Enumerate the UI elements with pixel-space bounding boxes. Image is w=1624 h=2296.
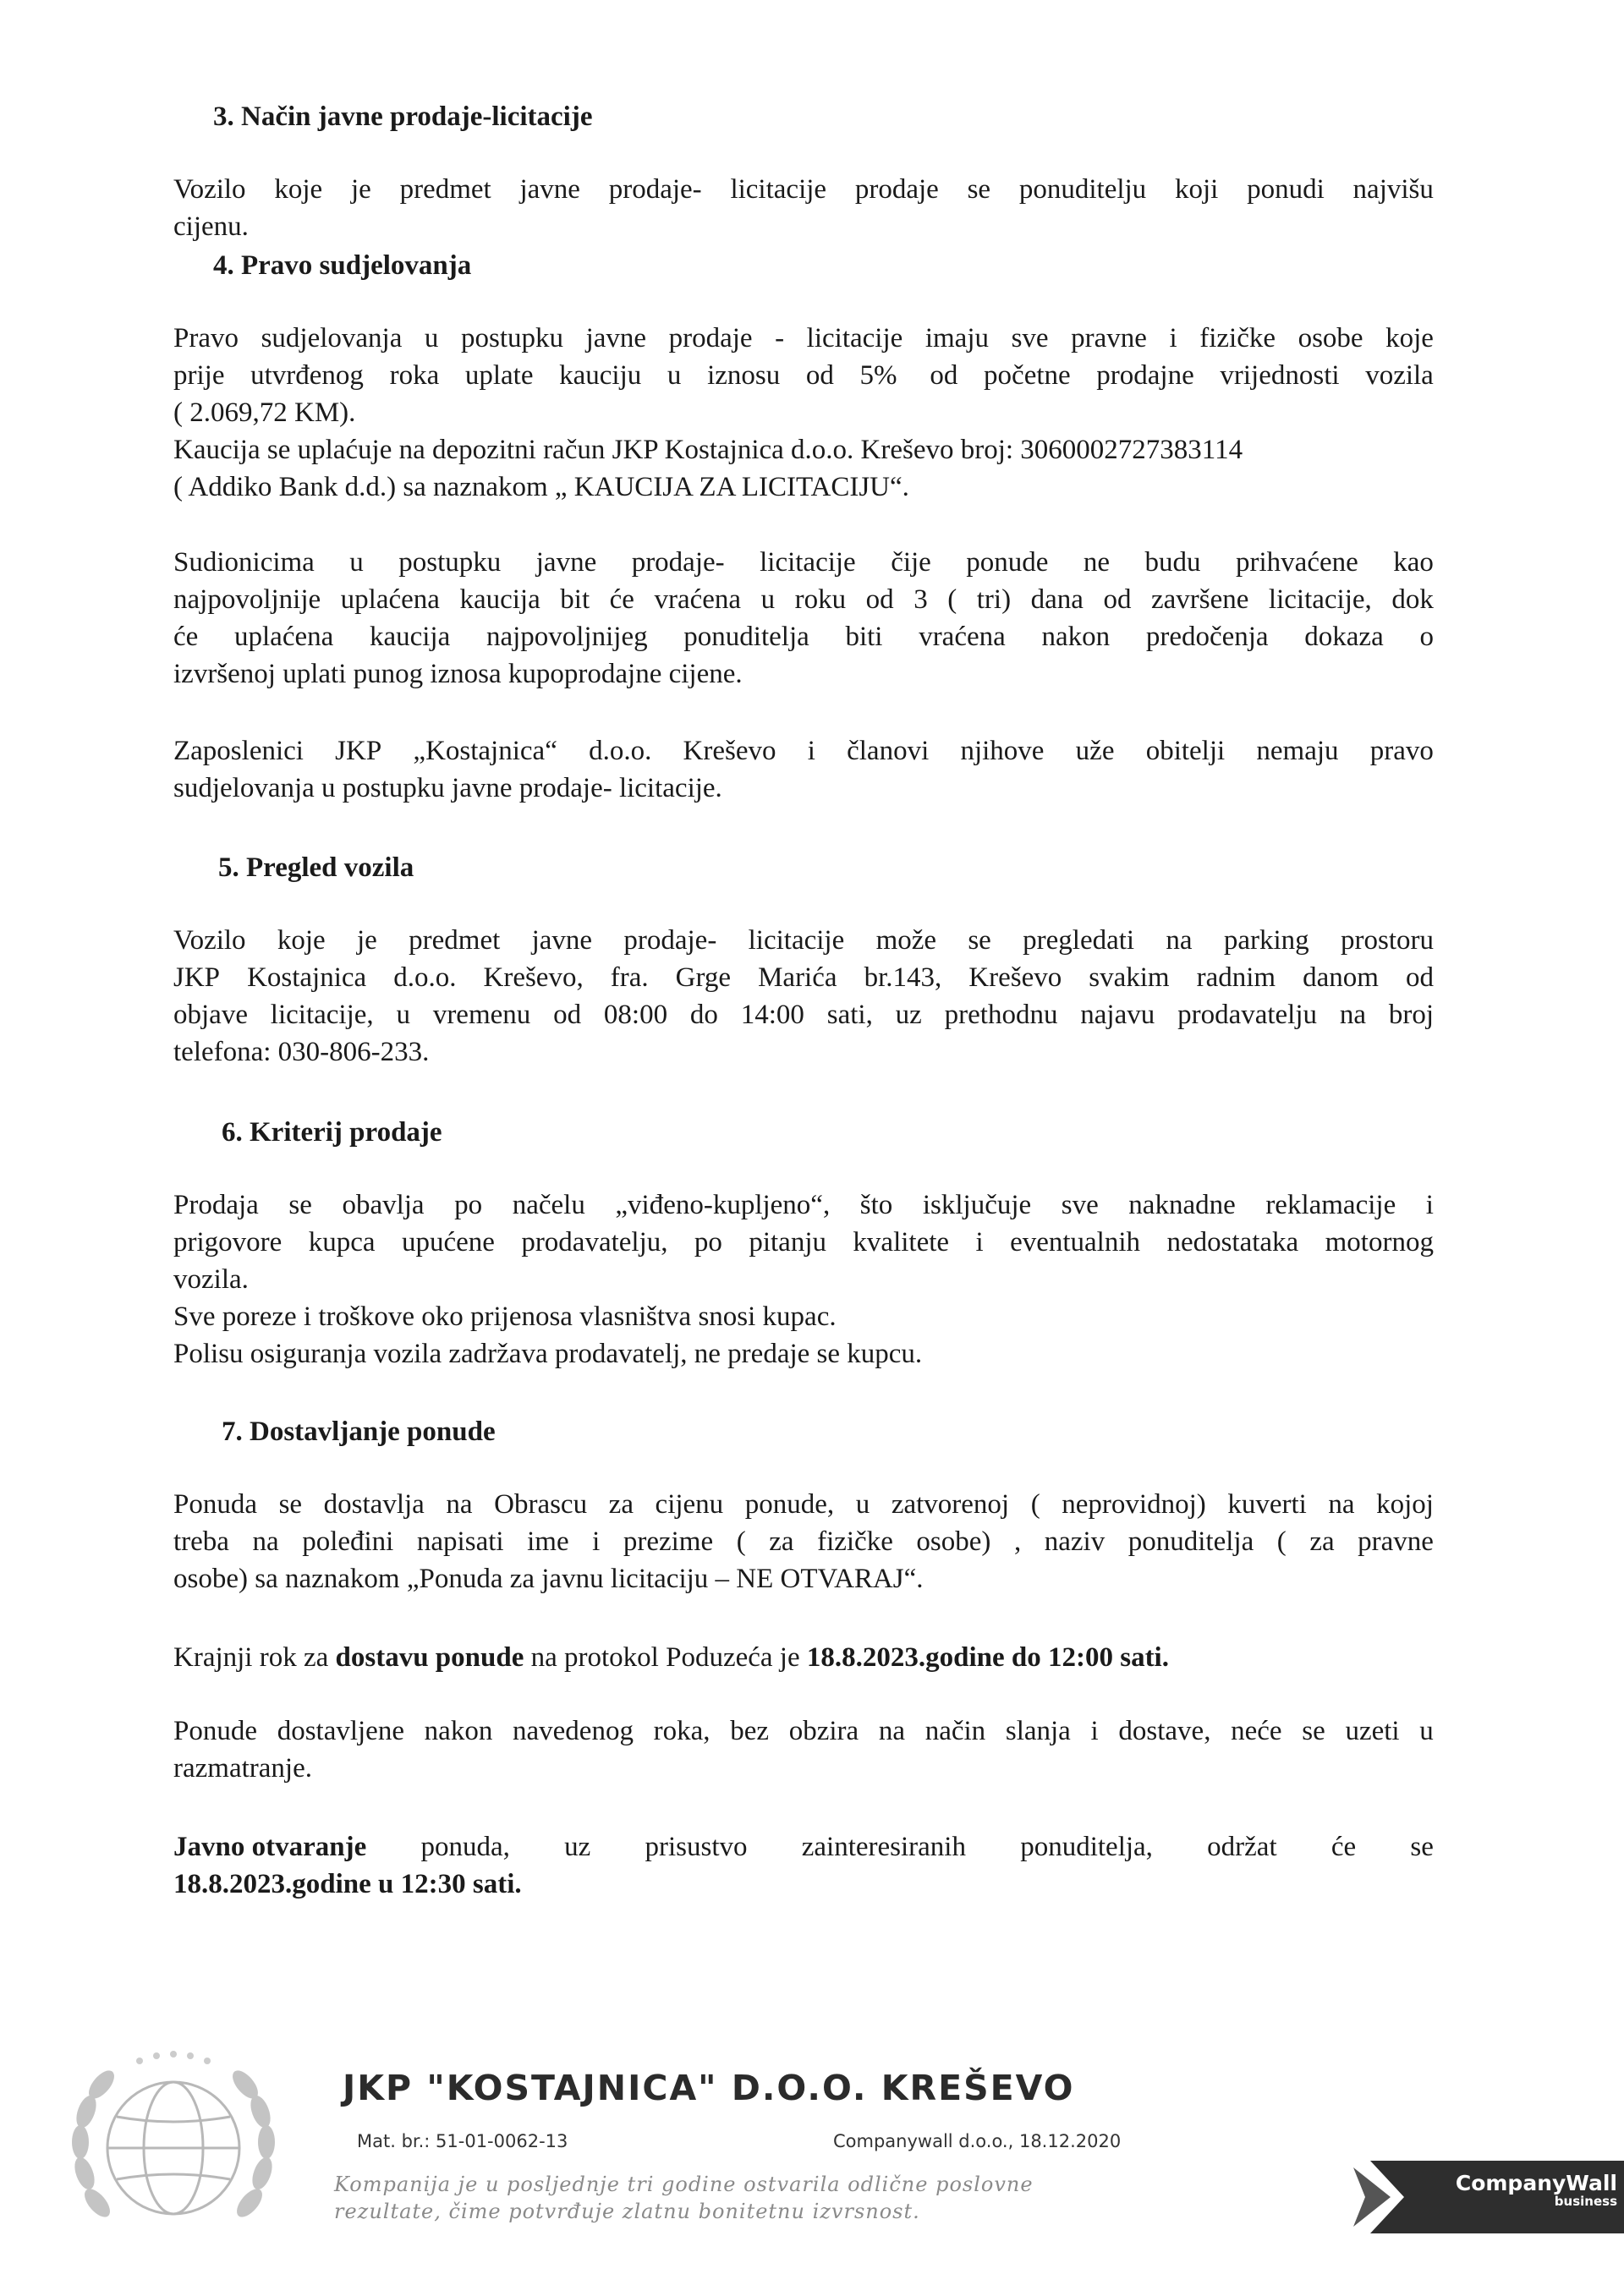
word: najpovoljnije: [173, 584, 321, 615]
word: kaucija: [369, 622, 451, 652]
text-line: osobe) sa naznakom „Ponuda za javnu licitaciju – NE OTVARAJ“.: [173, 1564, 924, 1594]
word: broj: [1388, 1000, 1434, 1030]
word: koji: [1174, 174, 1219, 205]
word: se: [288, 1190, 312, 1220]
word: Grge: [675, 962, 732, 993]
word: naknadne: [1128, 1190, 1236, 1220]
word: kaucija: [459, 584, 540, 615]
word: po: [694, 1227, 722, 1258]
text-line: [173, 959, 1434, 996]
word: poleđini: [302, 1526, 394, 1557]
word: od: [865, 584, 894, 615]
text-line: [173, 732, 1434, 770]
word: naziv: [1044, 1526, 1106, 1557]
word: od: [1103, 584, 1132, 615]
text-line: razmatranje.: [173, 1753, 312, 1784]
word: će: [609, 584, 634, 615]
deadline-mid: na protokol Poduzeća je: [524, 1642, 807, 1673]
word: na: [1328, 1489, 1355, 1520]
word: JKP: [335, 736, 382, 766]
word: na: [1166, 925, 1193, 956]
word: obzira: [788, 1716, 859, 1746]
section-7-paragraph-3: [173, 1712, 1434, 1787]
word: prigovore: [173, 1227, 283, 1258]
text-line: [173, 1639, 1434, 1676]
word: na: [1339, 1000, 1366, 1030]
word: javne: [519, 174, 580, 205]
word: kojoj: [1376, 1489, 1434, 1520]
text-line: [173, 1712, 1434, 1750]
word: je: [350, 174, 371, 205]
word: prodavatelju,: [521, 1227, 668, 1258]
word: najpovoljnijeg: [486, 622, 648, 652]
word: parking: [1223, 925, 1309, 956]
word: nemaju: [1256, 736, 1339, 766]
word: pravo: [1369, 736, 1434, 766]
word: ime: [527, 1526, 569, 1557]
text-line: [173, 581, 1434, 618]
word: koje: [1385, 323, 1434, 353]
word: postupku: [398, 547, 502, 578]
word: Pravo: [173, 323, 239, 353]
word: dokaza: [1304, 622, 1384, 652]
word: uplaćena: [234, 622, 334, 652]
badge-name: CompanyWall: [1455, 2171, 1617, 2195]
word: postupku: [460, 323, 563, 353]
text-line: [173, 1828, 1434, 1866]
word: d.o.o.: [393, 962, 457, 993]
word: ponuditelju: [1018, 174, 1147, 205]
word: prodaje-: [608, 174, 702, 205]
word: vraćena: [919, 622, 1006, 652]
word: njihove: [960, 736, 1045, 766]
word: -: [775, 323, 785, 353]
deadline-pre: Krajnji rok za: [173, 1642, 336, 1673]
word: u: [667, 360, 682, 391]
word: po: [454, 1190, 483, 1220]
word: na: [446, 1489, 473, 1520]
text-line: sudjelovanja u postupku javne prodaje- licitacije.: [173, 773, 722, 803]
company-footer: [51, 2034, 1624, 2262]
word: na: [252, 1526, 279, 1557]
word: prodaje: [668, 323, 753, 353]
word: kao: [1393, 547, 1434, 578]
word: licitacije: [748, 925, 845, 956]
word: (: [1276, 1526, 1287, 1557]
word: u: [396, 1000, 410, 1030]
section-6-paragraph: [173, 1186, 1434, 1373]
word: sati,: [826, 1000, 873, 1030]
text-line: [173, 922, 1434, 959]
word: načelu: [512, 1190, 585, 1220]
section-4-paragraph-3: [173, 732, 1434, 807]
text-line: [173, 1866, 1434, 1903]
word: radnim: [1196, 962, 1276, 993]
badge-sub: business: [1554, 2194, 1617, 2209]
word: dostave,: [1118, 1716, 1211, 1746]
word: eventualnih: [1010, 1227, 1141, 1258]
word: Prodaja: [173, 1190, 259, 1220]
word: Obrascu: [494, 1489, 588, 1520]
word: reklamacije: [1265, 1190, 1396, 1220]
word: ponudi: [1247, 174, 1325, 205]
section-7-paragraph-1: [173, 1486, 1434, 1597]
word: uplaćena: [340, 584, 440, 615]
word: nakon: [1041, 622, 1111, 652]
word: na: [878, 1716, 906, 1746]
word: najavu: [1080, 1000, 1155, 1030]
word: treba: [173, 1526, 229, 1557]
word: zainteresiranih: [801, 1832, 966, 1862]
word: fizičke: [1199, 323, 1276, 353]
word: bez: [730, 1716, 770, 1746]
word: koje: [274, 174, 323, 205]
word: ponuditelja: [1127, 1526, 1254, 1557]
word: neprovidnoj): [1062, 1489, 1206, 1520]
word: navedenog: [513, 1716, 634, 1746]
word: licitacije,: [1268, 584, 1372, 615]
text-line: [173, 544, 1434, 581]
word: uplate: [464, 360, 534, 391]
word: Marića: [758, 962, 837, 993]
word: održat: [1207, 1832, 1277, 1862]
section-6-heading: 6. Kriterij prodaje: [222, 1117, 442, 1148]
word: fra.: [610, 962, 649, 993]
word: u: [424, 323, 439, 353]
word: sve: [1011, 323, 1049, 353]
word: roka: [389, 360, 440, 391]
word: javne: [585, 323, 647, 353]
section-4-heading: 4. Pravo sudjelovanja: [213, 250, 472, 281]
word: licitacije: [806, 323, 903, 353]
word: licitacije: [760, 547, 856, 578]
word: 3: [914, 584, 928, 615]
word: pregledati: [1023, 925, 1135, 956]
word: i: [975, 1227, 984, 1258]
word: Ponude: [173, 1716, 257, 1746]
word: do: [689, 1000, 718, 1030]
word: se: [1302, 1716, 1325, 1746]
word: od: [1406, 962, 1434, 993]
section-7-heading: 7. Dostavljanje ponude: [222, 1417, 496, 1447]
word: u: [1419, 1716, 1434, 1746]
word: fizičke: [817, 1526, 893, 1557]
word: 08:00: [603, 1000, 668, 1030]
word: javne: [531, 925, 593, 956]
text-line: izvršenoj uplati punog iznosa kupoprodajne cijene.: [173, 659, 743, 689]
award-slogan: [334, 2171, 1248, 2225]
word: budu: [1144, 547, 1201, 578]
section-7-opening: [173, 1828, 1434, 1903]
word: predmet: [409, 925, 501, 956]
text-line: [173, 1486, 1434, 1523]
word: završene: [1150, 584, 1249, 615]
word: „Kostajnica“: [413, 736, 557, 766]
word: Kostajnica: [247, 962, 367, 993]
word: prodaje-: [623, 925, 717, 956]
word: ne: [1083, 547, 1111, 578]
text-line: [173, 618, 1434, 655]
section-4-paragraph-1: [173, 320, 1434, 506]
word: roka,: [653, 1716, 710, 1746]
word: kvalitete: [853, 1227, 950, 1258]
word: članovi: [847, 736, 930, 766]
word: neće: [1231, 1716, 1282, 1746]
word: može: [875, 925, 937, 956]
section-4-paragraph-2: [173, 544, 1434, 693]
word: 14:00: [740, 1000, 804, 1030]
word: za: [608, 1489, 634, 1520]
word: ponuda,: [420, 1832, 510, 1862]
word: u: [349, 547, 364, 578]
word: Zaposlenici: [173, 736, 304, 766]
word: koje: [277, 925, 326, 956]
word: cijenu: [655, 1489, 724, 1520]
word: najvišu: [1352, 174, 1434, 205]
word: licitacije,: [270, 1000, 374, 1030]
word: o: [1419, 622, 1434, 652]
word: će: [1330, 1832, 1357, 1862]
word: licitacije: [730, 174, 827, 205]
word: tri): [976, 584, 1012, 615]
word: prezime: [623, 1526, 714, 1557]
word: se: [968, 925, 991, 956]
deadline-bold-2: 18.8.2023.godine do 12:00 sati.: [806, 1642, 1169, 1673]
word: prodavatelju: [1177, 1000, 1318, 1030]
word: Kreševo: [683, 736, 776, 766]
opening-bold-start: Javno otvaranje: [173, 1832, 367, 1862]
word: se: [967, 174, 991, 205]
word: Vozilo: [173, 925, 246, 956]
word: nakon: [424, 1716, 493, 1746]
word: pravne: [1071, 323, 1147, 353]
word: dostavlja: [323, 1489, 425, 1520]
word: 5%: [859, 360, 904, 391]
word: u: [855, 1489, 870, 1520]
section-3-paragraph: [173, 171, 1434, 245]
section-5-paragraph: [173, 922, 1434, 1071]
word: se: [278, 1489, 303, 1520]
word: predočenja: [1145, 622, 1269, 652]
laurel-globe-seal-icon: [51, 2042, 296, 2254]
word: ,: [1013, 1526, 1022, 1557]
word: čije: [891, 547, 931, 578]
text-line: Polisu osiguranja vozila zadržava prodavatelj, ne predaje se kupcu.: [173, 1339, 923, 1369]
company-name: JKP "KOSTAJNICA" D.O.O. KREŠEVO: [343, 2068, 1075, 2108]
word: i: [592, 1526, 601, 1557]
companywall-date: Companywall d.o.o., 18.12.2020: [833, 2131, 1122, 2151]
word: Kreševo: [968, 962, 1062, 993]
text-line: [173, 320, 1434, 357]
word: dok: [1391, 584, 1434, 615]
text-line: [173, 996, 1434, 1033]
text-line: [173, 1186, 1434, 1224]
word: prodajne: [1096, 360, 1194, 391]
text-line: [173, 357, 1434, 394]
text-line: ( Addiko Bank d.d.) sa naznakom „ KAUCIJA ZA LICITACIJU“.: [173, 472, 909, 502]
word: obavlja: [342, 1190, 425, 1220]
text-line: Sve poreze i troškove oko prijenosa vlasništva snosi kupac.: [173, 1301, 837, 1332]
word: ponuditelja,: [1020, 1832, 1153, 1862]
word: utvrđenog: [250, 360, 364, 391]
deadline-bold-1: dostavu ponude: [335, 1642, 524, 1673]
word: prethodnu: [944, 1000, 1058, 1030]
text-line: cijenu.: [173, 211, 249, 242]
word: Ponuda: [173, 1489, 257, 1520]
word: će: [173, 622, 199, 652]
word: slanja: [1005, 1716, 1071, 1746]
word: uže: [1075, 736, 1115, 766]
word: prostoru: [1341, 925, 1434, 956]
word: vremenu: [432, 1000, 531, 1030]
word: „viđeno-kupljeno“,: [615, 1190, 831, 1220]
word: od: [930, 360, 958, 391]
word: br.143,: [864, 962, 942, 993]
word: početne: [984, 360, 1071, 391]
word: uzeti: [1345, 1716, 1400, 1746]
word: kuverti: [1227, 1489, 1307, 1520]
registration-number: Mat. br.: 51-01-0062-13: [357, 2131, 568, 2151]
word: uz: [895, 1000, 922, 1030]
word: prodaje-: [631, 547, 725, 578]
word: prodaje: [854, 174, 939, 205]
word: Sudionicima: [173, 547, 315, 578]
word: za: [769, 1526, 794, 1557]
word: dana: [1030, 584, 1084, 615]
word: sve: [1061, 1190, 1099, 1220]
word: dostavljene: [277, 1716, 404, 1746]
slogan-line-1: Kompanija je u posljednje tri godine ostvarila odlične poslovne: [334, 2173, 1034, 2196]
word: osobe: [1298, 323, 1363, 353]
word: svakim: [1089, 962, 1170, 993]
opening-bold-end: 18.8.2023.godine u 12:30 sati.: [173, 1869, 522, 1899]
word: od: [805, 360, 834, 391]
word: d.o.o.: [589, 736, 652, 766]
word: pravne: [1358, 1526, 1434, 1557]
text-line: telefona: 030-806-233.: [173, 1037, 430, 1067]
word: u: [760, 584, 776, 615]
word: i: [1090, 1716, 1099, 1746]
text-line: [173, 1224, 1434, 1261]
word: napisati: [416, 1526, 504, 1557]
word: kupca: [308, 1227, 376, 1258]
word: se: [1410, 1832, 1434, 1862]
text-line: Kaucija se uplaćuje na depozitni račun JKP Kostajnica d.o.o. Kreševo broj: 3060002727383114: [173, 435, 1243, 465]
word: osobe): [916, 1526, 991, 1557]
word: i: [1169, 323, 1177, 353]
text-line: [173, 171, 1434, 208]
word: Kreševo,: [483, 962, 584, 993]
word: Vozilo: [173, 174, 246, 205]
section-5-heading: 5. Pregled vozila: [218, 852, 414, 883]
word: vozila: [1365, 360, 1434, 391]
word: isključuje: [922, 1190, 1032, 1220]
word: uz: [564, 1832, 591, 1862]
companywall-badge-label: [1414, 2171, 1617, 2209]
word: JKP: [173, 962, 221, 993]
word: imaju: [924, 323, 989, 353]
word: kauciju: [559, 360, 642, 391]
word: biti: [845, 622, 883, 652]
word: motornog: [1325, 1227, 1434, 1258]
word: (: [947, 584, 957, 615]
section-3-heading: 3. Način javne prodaje-licitacije: [213, 101, 593, 132]
slogan-line-2: rezultate, čime potvrđuje zlatnu bonitetnu izvrsnost.: [334, 2200, 920, 2223]
word: ponuditelja: [683, 622, 809, 652]
text-line: ( 2.069,72 KM).: [173, 397, 356, 428]
text-line: vozila.: [173, 1264, 249, 1295]
word: javne: [535, 547, 597, 578]
word: roku: [794, 584, 847, 615]
word: je: [357, 925, 377, 956]
word: prije: [173, 360, 225, 391]
word: ponude: [966, 547, 1049, 578]
word: od: [553, 1000, 582, 1030]
text-line: [173, 1523, 1434, 1560]
word: sudjelovanja: [261, 323, 403, 353]
word: iznosu: [707, 360, 781, 391]
word: danom: [1303, 962, 1379, 993]
word: i: [1425, 1190, 1434, 1220]
word: način: [924, 1716, 986, 1746]
word: zatvorenoj: [891, 1489, 1010, 1520]
word: (: [1030, 1489, 1040, 1520]
word: za: [1309, 1526, 1335, 1557]
word: ponude,: [744, 1489, 835, 1520]
word: što: [859, 1190, 893, 1220]
word: (: [736, 1526, 746, 1557]
section-7-deadline: [173, 1639, 1434, 1676]
word: obitelji: [1145, 736, 1226, 766]
word: nedostataka: [1166, 1227, 1299, 1258]
word: objave: [173, 1000, 248, 1030]
word: i: [807, 736, 815, 766]
word: prisustvo: [645, 1832, 748, 1862]
word: pitanju: [749, 1227, 826, 1258]
word: bit: [560, 584, 590, 615]
word: vraćena: [654, 584, 742, 615]
word: vrijednosti: [1220, 360, 1340, 391]
word: prihvaćene: [1236, 547, 1358, 578]
word: predmet: [399, 174, 491, 205]
word: upućene: [401, 1227, 495, 1258]
